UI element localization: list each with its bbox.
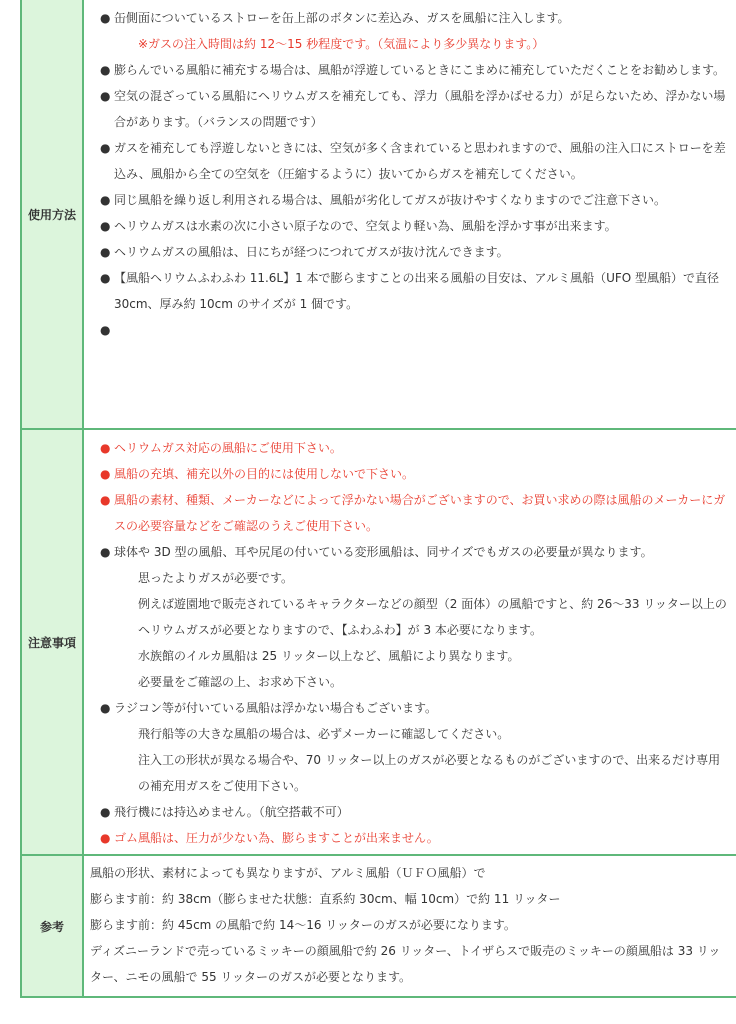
usage-row xyxy=(22,0,736,430)
usage-body: ● 缶側面についているストローを缶上部のボタンに差込み、ガスを風船に注入します。 ※ガスの注入時間は約 12～15 秒程度です。（気温により多少異なります。） ● 膨らんでいる風船に補充する場合は、風船が浮遊しているときにこまめに補充していただくことをお勧めします。 ● 空気の混ざっている風船にヘリウムガスを補充しても、浮力（風船を浮かばせる力）が足らないため、浮かない場合があります。（バランスの問題です） ● ガスを補充しても浮遊しないときには、空気が多く含まれていると思われますので、風船の注入口にストローを差込み、風船から全ての空気を（圧縮するように）抜いてからガスを補充してください。 ● 同じ風船を繰り返し利用される場合は、風船が劣化してガスが抜けやすくなりますのでご注意下さい。 ● ヘリウムガスは水素の次に小さい原子なので、空気より軽い為、風船を浮かす事が出来ます。 ● ヘリウムガスの風船は、日にちが経つにつれてガスが抜け沈んできます。 ● 【風船ヘリウムふわふわ 11.6L】1 本で膨らますことの出来る風船の目安は、アルミ風船（UFO 型風船）で直径 30cm、厚み約 10cm のサイズが 1 個です。 ● xyxy=(84,0,736,428)
info-table xyxy=(20,0,736,998)
list-item: ● ラジコン等が付いている風船は浮かない場合もございます。 xyxy=(100,701,438,715)
sub-line: 思ったよりガスが必要です。 xyxy=(138,571,294,585)
list-item: ● 飛行機には持込めません。（航空搭載不可） xyxy=(100,805,349,819)
reference-heading: 参考 xyxy=(22,856,84,996)
reference-line: ディズニーランドで売っているミッキーの顔風船で約 26 リッター、トイザらスで販売のミッキーの顔風船は 33 リッター、ニモの風船で 55 リッターのガスが必要となります。 xyxy=(90,944,721,984)
caution-heading: 注意事項 xyxy=(22,430,84,854)
sub-line: 水族館のイルカ風船は 25 リッター以上など、風船により異なります。 xyxy=(138,649,520,663)
list-item: ● ゴム風船は、圧力が少ない為、膨らますことが出来ません。 xyxy=(100,831,439,845)
list-item: ● ガスを補充しても浮遊しないときには、空気が多く含まれていると思われますので、風船の注入口にストローを差込み、風船から全ての空気を（圧縮するように）抜いてからガスを補充してください。 xyxy=(100,141,726,181)
list-item: ● 球体や 3D 型の風船、耳や尻尾の付いている変形風船は、同サイズでもガスの必要量が異なります。 xyxy=(100,545,653,559)
list-item: ● ヘリウムガス対応の風船にご使用下さい。 xyxy=(100,441,342,455)
usage-heading: 使用方法 xyxy=(22,0,84,428)
reference-line: 膨らます前：約 45cm の風船で約 14～16 リッターのガスが必要になります。 xyxy=(90,918,516,932)
reference-row xyxy=(22,856,736,998)
list-item: ● ヘリウムガスの風船は、日にちが経つにつれてガスが抜け沈んできます。 xyxy=(100,245,509,259)
reference-line: 膨らます前：約 38cm（膨らませた状態：直系約 30cm、幅 10cm）で約 11 リッター xyxy=(90,892,561,906)
list-item: ● 缶側面についているストローを缶上部のボタンに差込み、ガスを風船に注入します。 xyxy=(100,11,570,25)
reference-body xyxy=(84,856,736,996)
list-item: ● ヘリウムガスは水素の次に小さい原子なので、空気より軽い為、風船を浮かす事が出来ます。 xyxy=(100,219,617,233)
sub-line: 飛行船等の大きな風船の場合は、必ずメーカーに確認してください。 xyxy=(138,727,510,741)
list-item: ● 膨らんでいる風船に補充する場合は、風船が浮遊しているときにこまめに補充していただくことをお勧めします。 xyxy=(100,63,726,77)
sub-line: 必要量をご確認の上、お求め下さい。 xyxy=(138,675,343,689)
list-item: ● 風船の素材、種類、メーカーなどによって浮かない場合がございますので、お買い求めの際は風船のメーカーにガスの必要容量などをご確認のうえご使用下さい。 xyxy=(100,493,726,533)
reference-line: 風船の形状、素材によっても異なりますが、アルミ風船（ＵＦＯ風船）で xyxy=(90,866,486,880)
list-item: ● 同じ風船を繰り返し利用される場合は、風船が劣化してガスが抜けやすくなりますのでご注意下さい。 xyxy=(100,193,667,207)
caution-row xyxy=(22,430,736,856)
list-item: ● 風船の充填、補充以外の目的には使用しないで下さい。 xyxy=(100,467,415,481)
list-item: ● 【風船ヘリウムふわふわ 11.6L】1 本で膨らますことの出来る風船の目安は、アルミ風船（UFO 型風船）で直径 30cm、厚み約 10cm のサイズが 1 個です。 xyxy=(100,271,720,311)
usage-note: ※ガスの注入時間は約 12～15 秒程度です。（気温により多少異なります。） xyxy=(138,37,545,51)
list-item: ● 空気の混ざっている風船にヘリウムガスを補充しても、浮力（風船を浮かばせる力）が足らないため、浮かない場合があります。（バランスの問題です） xyxy=(100,89,726,129)
sub-line: 注入工の形状が異なる場合や、70 リッター以上のガスが必要となるものがございますので、出来るだけ専用の補充用ガスをご使用下さい。 xyxy=(138,753,721,793)
caution-body xyxy=(84,430,736,854)
sub-line: 例えば遊園地で販売されているキャラクターなどの顔型（2 面体）の風船ですと、約 26～33 リッター以上のヘリウムガスが必要となりますので、【ふわふわ】が 3 本必要になります。 xyxy=(138,597,727,637)
